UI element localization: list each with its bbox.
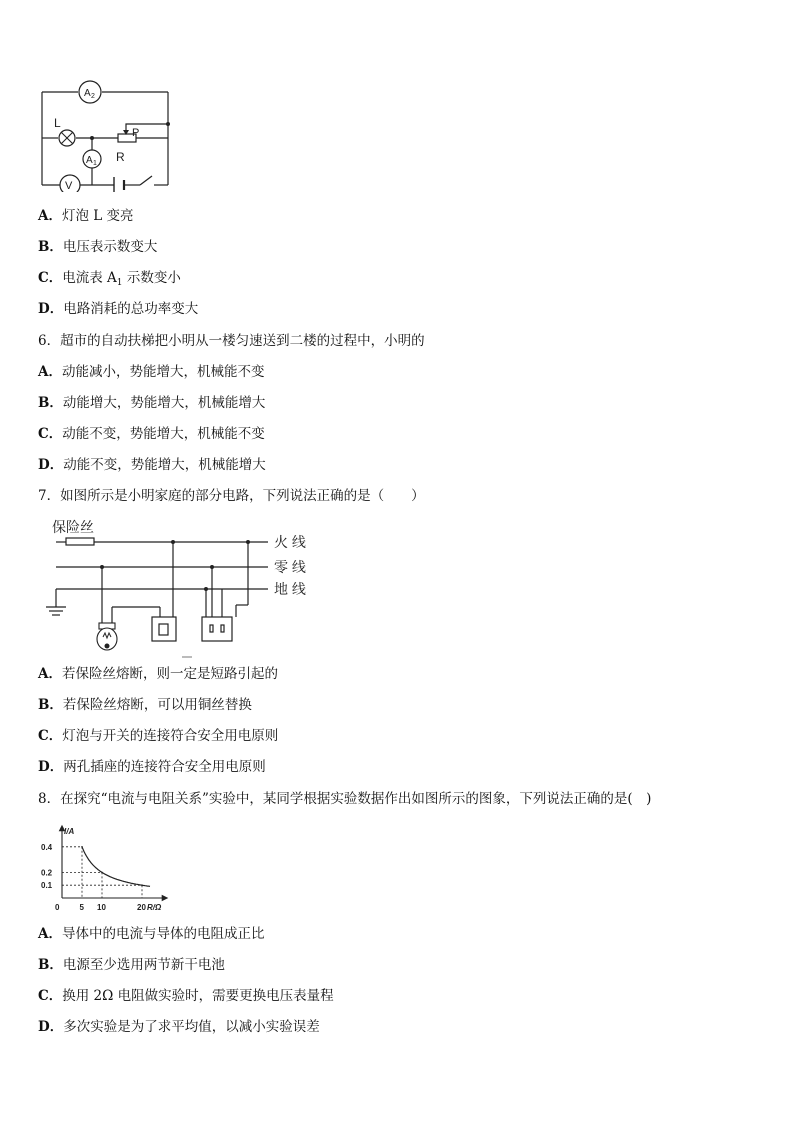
- q8-current-resistance-graph: [40, 822, 180, 914]
- q7-option-b: B．若保险丝熔断，可以用铜丝替换: [38, 697, 252, 713]
- wall-switch-icon: [152, 617, 176, 641]
- q6-stem: 6．超市的自动扶梯把小明从一楼匀速送到二楼的过程中，小明的: [38, 333, 425, 349]
- y-tick-label: 0.1: [41, 881, 53, 891]
- q8-option-c: C．换用 2Ω 电阻做实验时，需要更换电压表量程: [38, 988, 334, 1004]
- q7-stem: 7．如图所示是小明家庭的部分电路，下列说法正确的是（ ）: [38, 488, 425, 504]
- q6-option-d: D．动能不变，势能增大，机械能增大: [38, 457, 266, 473]
- q5-option-a: A．灯泡 L 变亮: [38, 208, 134, 224]
- neutral-wire-label: 零 线: [274, 559, 306, 575]
- y-tick-label: 0.2: [41, 868, 53, 878]
- q5-option-c: C．电流表 $A_1$ 示数变小: [38, 270, 181, 288]
- voltmeter-label: V: [65, 180, 73, 192]
- q7-option-c: C．灯泡与开关的连接符合安全用电原则: [38, 728, 279, 744]
- q7-household-circuit-diagram: [40, 515, 320, 660]
- y-tick-label: 0.4: [41, 842, 53, 852]
- x-tick-label: 10: [97, 903, 106, 912]
- slider-label: P: [132, 127, 140, 139]
- x-tick-label: 0: [55, 903, 60, 912]
- q6-option-a: A．动能减小，势能增大，机械能不变: [38, 364, 265, 380]
- q6-option-c: C．动能不变，势能增大，机械能不变: [38, 426, 265, 442]
- q8-option-b: B．电源至少选用两节新干电池: [38, 957, 225, 973]
- current-curve: [82, 847, 150, 887]
- ammeter-a2-label: A: [84, 88, 91, 99]
- fuse-icon: [66, 538, 94, 545]
- fuse-label: 保险丝: [52, 519, 94, 535]
- q8-stem: 8．在探究“电流与电阻关系”实验中，某同学根据实验数据作出如图所示的图象，下列说法正确的是( ): [38, 791, 652, 807]
- y-axis-label: I/A: [64, 827, 75, 836]
- live-wire-label: 火 线: [274, 534, 306, 550]
- svg-text:1: 1: [93, 160, 97, 167]
- q6-option-b: B．动能增大，势能增大，机械能增大: [38, 395, 266, 411]
- q8-option-a: A．导体中的电流与导体的电阻成正比: [38, 926, 265, 942]
- q7-option-a: A．若保险丝熔断，则一定是短路引起的: [38, 666, 278, 682]
- ammeter-a1-label: A: [86, 155, 93, 166]
- x-axis-label: R/Ω: [147, 903, 162, 912]
- two-pin-socket-icon: [202, 617, 232, 641]
- x-tick-label: 20: [137, 903, 146, 912]
- svg-text:2: 2: [91, 93, 95, 100]
- ground-wire-label: 地 线: [274, 581, 306, 597]
- x-tick-label: 5: [79, 903, 84, 912]
- q7-option-d: D．两孔插座的连接符合安全用电原则: [38, 759, 266, 775]
- lamp-label: L: [54, 116, 61, 130]
- q5-option-b: B．电压表示数变大: [38, 239, 158, 255]
- q5-circuit-diagram: [36, 80, 176, 192]
- resistor-label: R: [116, 150, 125, 164]
- q8-option-d: D．多次实验是为了求平均值，以减小实验误差: [38, 1019, 320, 1035]
- q5-option-d: D．电路消耗的总功率变大: [38, 301, 199, 317]
